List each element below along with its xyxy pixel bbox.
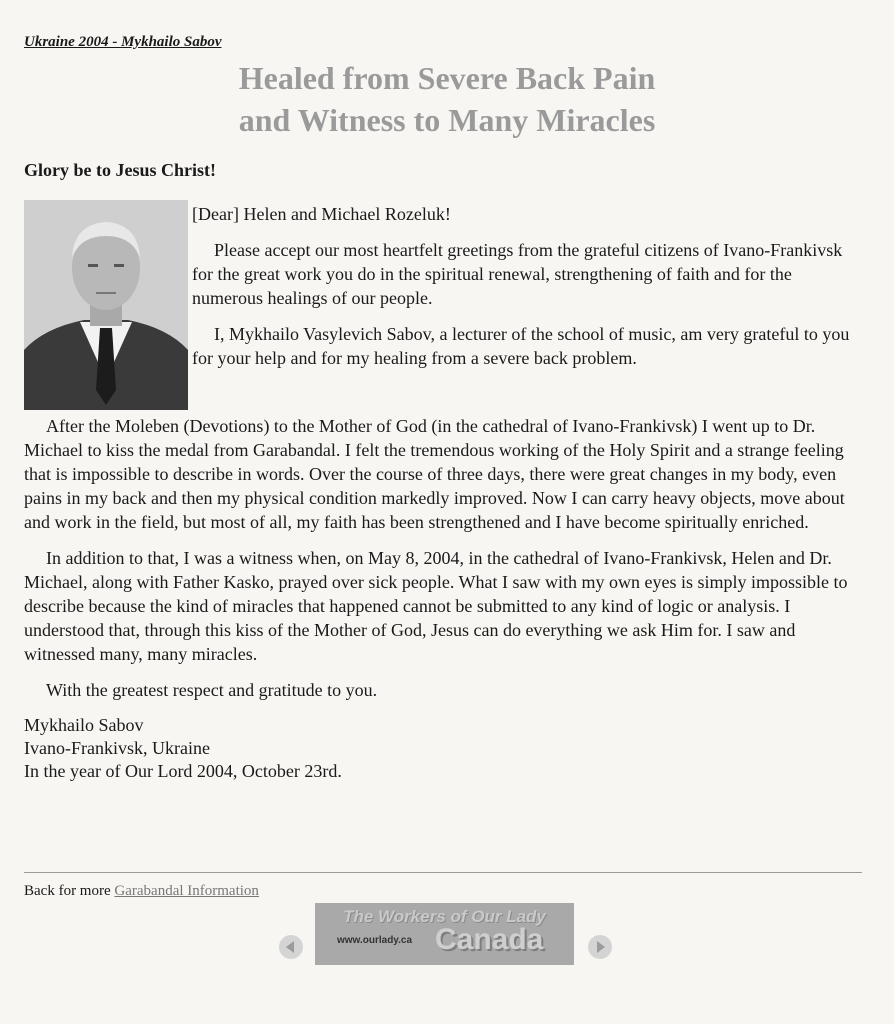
article-kicker: Ukraine 2004 - Mykhailo Sabov: [24, 34, 222, 50]
banner-title: The Workers of Our Lady: [343, 907, 546, 926]
paragraph: After the Moleben (Devotions) to the Mother of God (in the cathedral of Ivano-Frankivsk) I went up to Dr. Michael to kiss the medal from Garabandal. I felt the tremendous working of the Holy Spirit and a strange feeling that is impossible to describe in words. Over the course of three days, there were great changes in my body, even pains in my back and then my physical condition markedly improved. Now I can carry heavy objects, move about and work in the field, but most of all, my faith has been strengthened and I have become spiritually enriched.: [24, 416, 845, 532]
signature-block: [24, 714, 856, 783]
portrait-photo: [24, 200, 188, 410]
banner-country: Canada: [435, 923, 544, 956]
paragraph: In addition to that, I was a witness when, on May 8, 2004, in the cathedral of Ivano-Frankivsk, Helen and Dr. Michael, along with Father Kasko, prayed over sick people. What I saw with my own eyes is simply impossible to describe because the kind of miracles that happened cannot be submitted to any kind of logic or analysis. I understood that, through this kiss of the Mother of God, Jesus can do everything we ask Him for. I saw and witnessed many, many miracles.: [24, 548, 848, 664]
greeting: Glory be to Jesus Christ!: [24, 160, 216, 180]
paragraph: Please accept our most heartfelt greetings from the grateful citizens of Ivano-Frankivsk for the great work you do in the spiritual renewal, strengthening of faith and for the numerous healings of our people.: [192, 240, 843, 308]
portrait-illustration: [24, 200, 188, 410]
letter-intro: [192, 202, 852, 382]
title-line-2: and Witness to Many Miracles: [238, 102, 656, 138]
arrow-left-icon[interactable]: [278, 934, 304, 960]
signature-place: Ivano-Frankivsk, Ukraine: [24, 738, 210, 758]
paragraph: I, Mykhailo Vasylevich Sabov, a lecturer of the school of music, am very grateful to you for your help and for my healing from a severe back problem.: [192, 324, 850, 368]
paragraph: With the greatest respect and gratitude to you.: [46, 680, 378, 700]
back-line: [24, 883, 259, 900]
salutation: [Dear] Helen and Michael Rozeluk!: [192, 204, 451, 224]
garabandal-info-link[interactable]: Garabandal Information: [114, 883, 259, 899]
title-line-1: Healed from Severe Back Pain: [238, 60, 656, 96]
arrow-right-icon[interactable]: [587, 934, 613, 960]
divider: [24, 872, 862, 873]
page-title: [0, 57, 894, 141]
banner-url: www.ourlady.ca: [337, 935, 413, 946]
signature-date: In the year of Our Lord 2004, October 23rd.: [24, 761, 342, 781]
signature-name: Mykhailo Sabov: [24, 715, 144, 735]
letter-body: [24, 414, 856, 783]
back-text: Back for more: [24, 883, 115, 899]
workers-of-our-lady-banner[interactable]: [315, 903, 574, 965]
